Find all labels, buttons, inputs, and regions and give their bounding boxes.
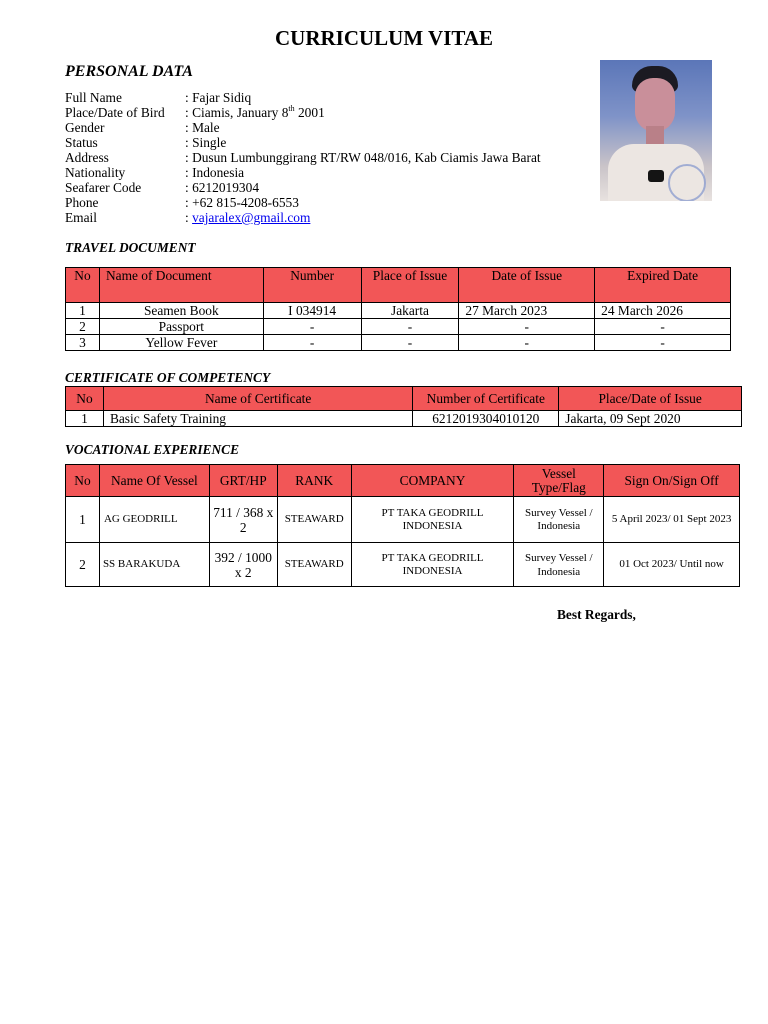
photo-tie <box>648 170 664 182</box>
seafarer-row <box>65 180 541 195</box>
full-name-label: Full Name <box>65 90 122 105</box>
table-cell: 01 Oct 2023/ Until now <box>604 543 740 587</box>
document-title: CURRICULUM VITAE <box>275 26 493 50</box>
table-cell: 5 April 2023/ 01 Sept 2023 <box>604 497 740 543</box>
travel-document-heading: TRAVEL DOCUMENT <box>65 240 196 255</box>
table-cell: 6212019304010120 <box>413 411 559 427</box>
col-header: Expired Date <box>595 268 731 303</box>
full-name-row <box>65 90 541 105</box>
col-header: Place/Date of Issue <box>559 387 742 411</box>
table-row <box>66 497 740 543</box>
col-header: Vessel Type/Flag <box>514 465 604 497</box>
col-header: Name Of Vessel <box>99 465 209 497</box>
email-label: Email <box>65 210 97 225</box>
vocational-table <box>65 464 740 587</box>
table-cell: - <box>459 319 595 335</box>
table-cell: SS BARAKUDA <box>99 543 209 587</box>
table-cell: 1 <box>66 411 104 427</box>
table-cell: 24 March 2026 <box>595 303 731 319</box>
table-cell: 392 / 1000 x 2 <box>209 543 277 587</box>
gender-label: Gender <box>65 120 105 135</box>
email-colon: : <box>185 210 193 225</box>
table-header-row <box>66 268 731 303</box>
table-cell: 711 / 368 x 2 <box>209 497 277 543</box>
status-row <box>65 135 541 150</box>
col-header: Name of Certificate <box>103 387 412 411</box>
gender-row <box>65 120 541 135</box>
personal-data-list <box>65 90 541 225</box>
birth-value-sup: th <box>288 103 295 113</box>
table-cell: PT TAKA GEODRILL INDONESIA <box>351 497 514 543</box>
birth-label: Place/Date of Bird <box>65 105 165 120</box>
table-cell: STEAWARD <box>277 497 351 543</box>
table-row <box>66 411 742 427</box>
col-header: No <box>66 268 100 303</box>
table-cell: 3 <box>66 335 100 351</box>
email-link[interactable]: vajaralex@gmail.com <box>192 210 311 225</box>
col-header: Sign On/Sign Off <box>604 465 740 497</box>
photo-face <box>635 78 675 132</box>
closing-text: Best Regards, <box>557 607 636 622</box>
table-cell: 27 March 2023 <box>459 303 595 319</box>
full-name-value: : Fajar Sidiq <box>185 90 252 105</box>
table-cell: - <box>361 335 459 351</box>
col-header: GRT/HP <box>209 465 277 497</box>
table-cell: Survey Vessel / Indonesia <box>514 497 604 543</box>
table-cell: Basic Safety Training <box>103 411 412 427</box>
profile-photo <box>600 60 712 201</box>
col-header: No <box>66 387 104 411</box>
table-row <box>66 303 731 319</box>
table-cell: I 034914 <box>263 303 361 319</box>
phone-label: Phone <box>65 195 99 210</box>
table-header-row <box>66 465 740 497</box>
table-cell: Seamen Book <box>99 303 263 319</box>
birth-value-year: 2001 <box>294 105 325 120</box>
address-row <box>65 150 541 165</box>
coc-table <box>65 386 742 427</box>
status-value: : Single <box>185 135 227 150</box>
table-cell: - <box>459 335 595 351</box>
col-header: RANK <box>277 465 351 497</box>
col-header: Number <box>263 268 361 303</box>
address-value: : Dusun Lumbunggirang RT/RW 048/016, Kab Ciamis Jawa Barat <box>185 150 541 165</box>
table-cell: - <box>263 319 361 335</box>
table-row <box>66 335 731 351</box>
phone-value: : +62 815-4208-6553 <box>185 195 299 210</box>
table-cell: - <box>595 319 731 335</box>
table-cell: - <box>595 335 731 351</box>
col-header: COMPANY <box>351 465 514 497</box>
table-cell: 2 <box>66 319 100 335</box>
table-cell: 2 <box>66 543 100 587</box>
table-cell: Jakarta, 09 Sept 2020 <box>559 411 742 427</box>
seafarer-value: : 6212019304 <box>185 180 260 195</box>
address-label: Address <box>65 150 109 165</box>
table-cell: STEAWARD <box>277 543 351 587</box>
travel-document-table <box>65 267 731 351</box>
status-label: Status <box>65 135 98 150</box>
gender-value: : Male <box>185 120 220 135</box>
table-row <box>66 319 731 335</box>
table-cell: AG GEODRILL <box>99 497 209 543</box>
table-header-row <box>66 387 742 411</box>
table-cell: Passport <box>99 319 263 335</box>
email-row <box>65 210 541 225</box>
col-header: Date of Issue <box>459 268 595 303</box>
col-header: Number of Certificate <box>413 387 559 411</box>
table-cell: Survey Vessel / Indonesia <box>514 543 604 587</box>
birth-row <box>65 105 541 120</box>
phone-row <box>65 195 541 210</box>
table-cell: 1 <box>66 303 100 319</box>
col-header: No <box>66 465 100 497</box>
table-cell: PT TAKA GEODRILL INDONESIA <box>351 543 514 587</box>
table-row <box>66 543 740 587</box>
table-cell: - <box>263 335 361 351</box>
photo-stamp <box>668 164 706 201</box>
table-cell: Yellow Fever <box>99 335 263 351</box>
col-header: Name of Document <box>99 268 263 303</box>
birth-value-main: : Ciamis, January 8 <box>185 105 289 120</box>
birth-value <box>185 105 325 120</box>
nationality-row <box>65 165 541 180</box>
col-header: Place of Issue <box>361 268 459 303</box>
table-cell: - <box>361 319 459 335</box>
seafarer-label: Seafarer Code <box>65 180 142 195</box>
nationality-label: Nationality <box>65 165 126 180</box>
nationality-value: : Indonesia <box>185 165 245 180</box>
table-cell: Jakarta <box>361 303 459 319</box>
table-cell: 1 <box>66 497 100 543</box>
vocational-heading: VOCATIONAL EXPERIENCE <box>65 442 239 457</box>
coc-heading: CERTIFICATE OF COMPETENCY <box>65 370 271 385</box>
personal-data-heading: PERSONAL DATA <box>65 63 193 80</box>
